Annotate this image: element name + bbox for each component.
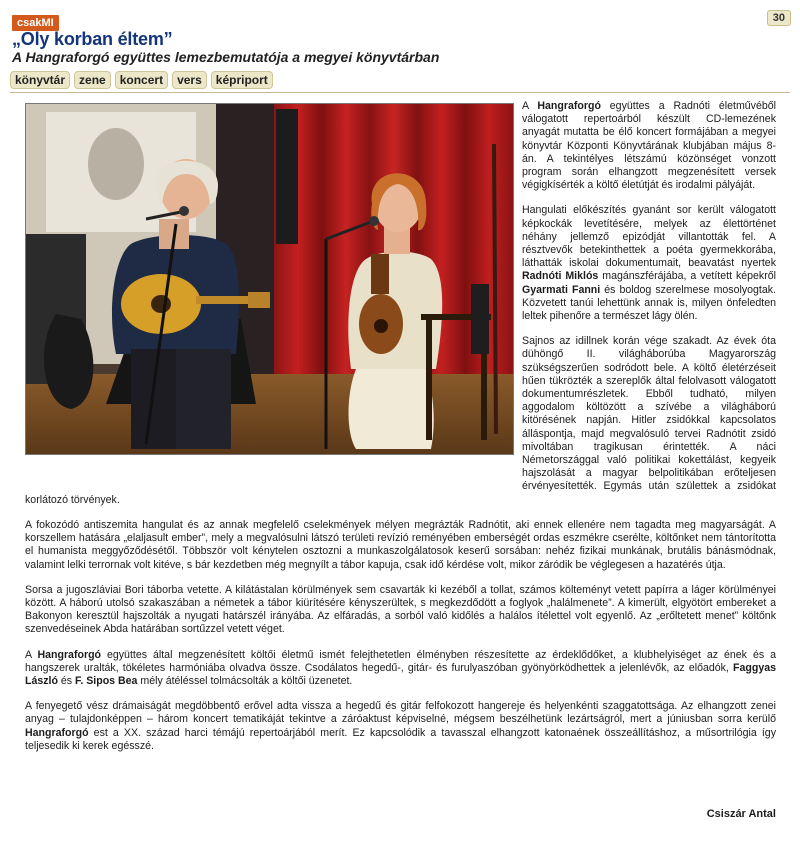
paragraph-text: A fokozódó antiszemita hangulat és az annak megfelelő cselekmények mélyen megrázták Radnótit, aki ennek ellenére nem tagadta meg magyarságát. A korszellem hatására „elaljasult ember”, mely a megvalósulni látszó területi revízió reményében emberségét ordas eszmékre cserélte, költőnket nem tántorította el humanista meggyőződésétől. Többször volt kénytelen osztozni a munkaszolgálatosok keserű sorsában: nehéz fizikai munkának, brutális bánásmódnak, valamint lelki terrornak volt kitéve, s bár kezdetben még megnyílt a tábor kapuja, csak idő kérdése volt, mikor záródik be véglegesen a hazatérés útja. (25, 518, 776, 571)
paragraph-text: mély átéléssel tolmácsolták a költői üzenetet. (137, 674, 353, 687)
tag-list (10, 71, 273, 89)
paragraph-text: és boldog szerelmese mosolyogtak. Közvetett tanúi lehettünk annak is, milyen önfeledten leltek pihenőre a természet lágy ölén. (522, 283, 776, 323)
highlighted-name: Radnóti Miklós (522, 270, 599, 283)
tag-koncert[interactable]: koncert (115, 71, 168, 89)
article-paragraph (25, 519, 776, 572)
paragraph-text: est a XX. század harci témájú repertoárjából merít. Ez kapcsolódik a tavasszal elhangzott katonaének összeállításhoz, a műsortrilógia így teljesedik ki kerek egésszé. (25, 726, 776, 752)
section-badge[interactable]: csakMI (12, 15, 59, 31)
paragraph-text: A fenyegető vész drámaiságát megdöbbentő erővel adta vissza a hegedű és gitár felfokozott hangereje és helyenkénti szaggatottsága. Az elhangzott zenei anyag – tulajdonképpen – három koncert tematikáját tekintve a záróaktust képviselné, mégsem beszélhetünk lezártságról, mert a júniusban sorra kerülő (25, 700, 776, 726)
paragraph-text: és (57, 674, 76, 687)
highlighted-name: Hangraforgó (25, 726, 89, 739)
highlighted-name: Hangraforgó (537, 100, 601, 112)
paragraph-text: Sajnos az idillnek korán vége szakadt. Az évek óta dühöngő II. világháborúba Magyarország szükségszerűen sodródott bele. A költő életérzéseit hűen tükrözték a szereplők által felolvasott válogatott dokumentumrészletek. Ebből tudható, milyen aggodalom költözött a szívébe a világháború kitörésének napján. Hitler zsidókkal kapcsolatos álláspontja, majd megvalósuló tervei Radnótit zsidó mivoltában tragikusan érintették. A náci Németországgal való politikai kokettálást, kegyeik hajszolását a magyar belpolitikában erőteljesen érvényesítették. Egymás után születtek a zsidókat korlátozó törvények. (25, 335, 776, 506)
tag-kepriport[interactable]: képriport (211, 71, 273, 89)
concert-photo[interactable] (25, 103, 514, 455)
paragraph-text: együttes a Radnóti életművéből válogatott repertoárból készült CD-lemezének anyagát mutatta be élő koncert formájában a megyei könyvtár Központi Könyvtárának klubjában május 8-án. A tekintélyes létszámú közönséget vonzott program során elhangzott megzenésített versek végigkísérték a költő életútját és irodalmi pályáját. (522, 100, 776, 192)
highlighted-name: Faggyas László (25, 661, 776, 687)
concert-photo-illustration (26, 104, 513, 454)
highlighted-name: F. Sipos Bea (75, 674, 138, 687)
paragraph-text: Sorsa a jugoszláviai Bori táborba vetette. A kilátástalan körülmények sem csavarták ki kezéből a tollat, számos költeményt vetett papírra a láger körülményei között. A háború utolsó szakaszában a németek a tábor kiürítésére kényszerültek, s megkezdődött a foglyok „halálmenete”. A kimerült, elgyötört embereket a Bakonyon keresztül hajszolták a nyugati határszél irányába. Az elfáradás, a sorból való kidőlés a halálos ítélettel volt egyenlő. Az „erőltetett menet” költőnk szenvedéseinek Abda határában sortűzzel vetett véget. (25, 583, 776, 636)
article-paragraph (25, 584, 776, 637)
article-subtitle: A Hangraforgó együttes lemezbemutatója a megyei könyvtárban (12, 49, 440, 65)
author-signature: Csiszár Antal (706, 808, 776, 820)
paragraph-text: együttes által megzenésített költői életmű ismét felejthetetlen élményben részesítette az érdeklődőket, a klubhelyiséget az ének és a hangszerek uralták, tökéletes harmóniába olvadva össze. Csodálatos hegedű-, gitár- és furulyaszóban gyönyörködhettek a jelenlévők, az előadók, (25, 648, 776, 674)
paragraph-text: A (522, 100, 538, 112)
tag-vers[interactable]: vers (172, 71, 207, 89)
header-divider (10, 92, 790, 93)
article-paragraph (25, 700, 776, 753)
tag-konyvtar[interactable]: könyvtár (10, 71, 70, 89)
tag-zene[interactable]: zene (74, 71, 111, 89)
comment-count-badge[interactable]: 30 (767, 10, 791, 26)
paragraph-text: Hangulati előkészítés gyanánt sor került válogatott képkockák levetítésére, melyek az élettörténet néhány jellemző epizódját villantották fel. A résztvevők betekinthettek a poéta gyermekkorába, láthatták iskolai dokumentumait, beavatást nyertek (522, 204, 776, 270)
article-paragraph (25, 649, 776, 689)
paragraph-text: magánszférájába, a vetített képekről (598, 270, 776, 283)
highlighted-name: Gyarmati Fanni (522, 283, 601, 296)
paragraph-text: A (25, 648, 38, 661)
article-title: „Oly korban éltem” (12, 29, 173, 49)
highlighted-name: Hangraforgó (37, 648, 102, 661)
